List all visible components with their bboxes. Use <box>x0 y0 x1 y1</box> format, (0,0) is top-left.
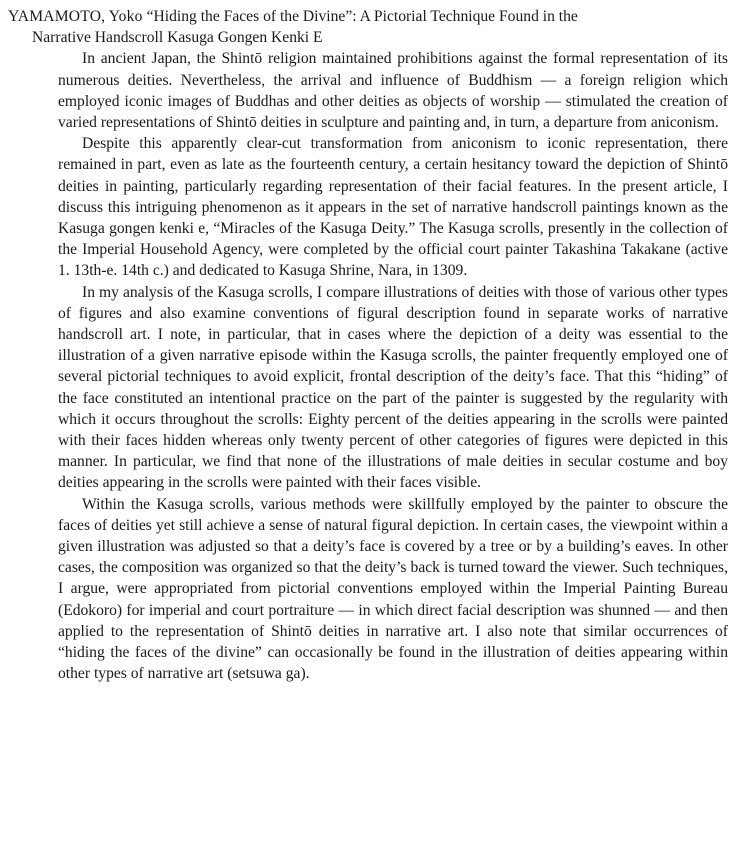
article-title: “Hiding the Faces of the Divine”: A Pictorial Technique Found in the <box>146 8 578 25</box>
article-heading <box>8 6 740 48</box>
article-title-continued: Narrative Handscroll Kasuga Gongen Kenki E <box>32 29 323 47</box>
author-name: YAMAMOTO, Yoko <box>8 8 143 25</box>
paragraph-1: In ancient Japan, the Shintō religion maintained prohibitions against the formal representation of its numerous deities. Nevertheless, the arrival and influence of Buddhism — a foreign religion which employed iconic images of Buddhas and other deities as objects of worship — stimulated the creation of varied representations of Shintō deities in sculpture and painting and, in turn, a departure from aniconism. <box>58 50 728 132</box>
paragraph-4: Within the Kasuga scrolls, various methods were skillfully employed by the painter to obscure the faces of deities yet still achieve a sense of natural figural depiction. In certain cases, the viewpoint within a given illustration was adjusted so that a deity’s face is covered by a tree or by a building’s eaves. In other cases, the composition was organized so that the deity’s back is turned toward the viewer. Such techniques, I argue, were appropriated from pictorial conventions employed within the Imperial Painting Bureau (Edokoro) for imperial and court portraiture — in which direct facial description was shunned — and then applied to the representation of Shintō deities in narrative art. I also note that similar occurrences of “hiding the faces of the divine” can occasionally be found in the illustration of deities appearing within other types of narrative art (setsuwa ga). <box>58 495 728 683</box>
heading-line-1 <box>8 6 740 27</box>
paragraph-2: Despite this apparently clear-cut transformation from aniconism to iconic representation, there remained in part, even as late as the fourteenth century, a certain hesitancy toward the depiction of Shintō deities in painting, particularly regarding representation of their facial features. In the present article, I discuss this intriguing phenomenon as it appears in the set of narrative handscroll paintings known as the Kasuga gongen kenki e, “Miracles of the Kasuga Deity.” The Kasuga scrolls, presently in the collection of the Imperial Household Agency, were completed by the official court painter Takashina Takakane (active 1. 13th-e. 14th c.) and dedicated to Kasuga Shrine, Nara, in 1309. <box>58 135 728 280</box>
paragraph-3: In my analysis of the Kasuga scrolls, I compare illustrations of deities with those of various other types of figures and also examine conventions of figural description found in separate works of narrative handscroll art. I note, in particular, that in cases where the depiction of a deity was essential to the illustration of a given narrative episode within the Kasuga scrolls, the painter frequently employed one of several pictorial techniques to avoid explicit, frontal description of the deity’s face. That this “hiding” of the face constituted an intentional practice on the part of the painter is suggested by the regularity with which it occurs throughout the scrolls: Eighty percent of the deities appearing in the scrolls were painted with their faces hidden whereas only twenty percent of other categories of figures were depicted in this manner. In particular, we find that none of the illustrations of male deities in secular costume and boy deities appearing in the scrolls were painted with their faces visible. <box>58 283 728 492</box>
